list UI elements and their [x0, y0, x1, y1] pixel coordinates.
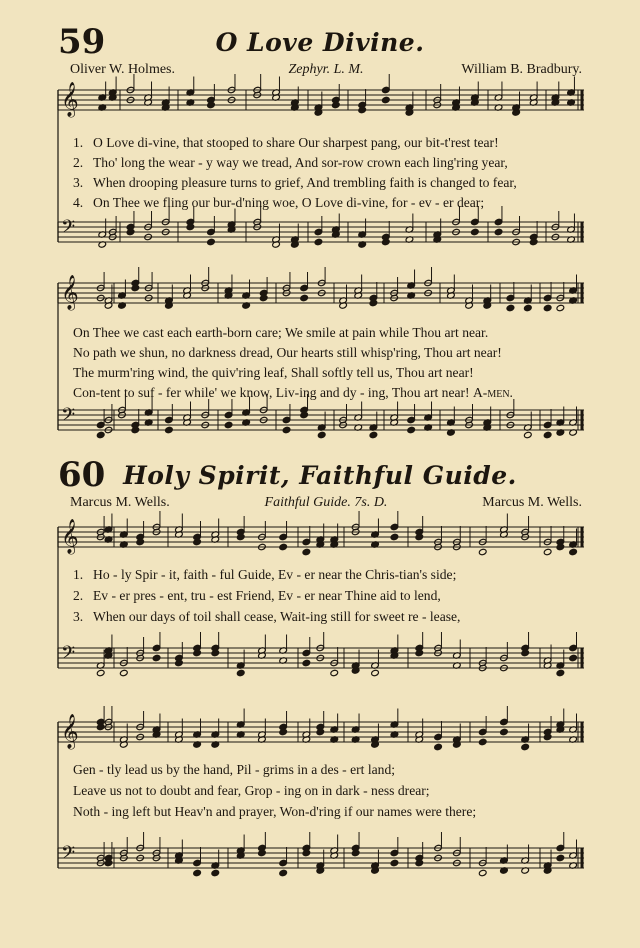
note-head: [302, 659, 311, 666]
note-head: [224, 421, 233, 428]
note-head: [543, 548, 552, 555]
hymn-title: Holy Spirit, Faithful Guide.: [123, 461, 517, 490]
note-head: [478, 869, 487, 876]
tune-meter: Zephyr. L. M.: [288, 62, 364, 77]
note-head: [543, 304, 552, 311]
note-head: [317, 431, 326, 438]
bass-clef: 𝄢: [61, 405, 76, 430]
lyric-line: Leave us not to doubt and fear, Grop - ing on in dark - ness drear;: [73, 783, 430, 798]
bass-clef: 𝄢: [61, 843, 76, 868]
note-head: [330, 669, 339, 676]
note-head: [478, 548, 487, 555]
note-head: [478, 738, 487, 745]
note-head: [302, 548, 311, 555]
note-head: [556, 669, 565, 676]
note-head: [371, 669, 380, 676]
treble-clef: 𝄞: [61, 714, 79, 749]
lyric-line: 1. O Love di-vine, that stooped to share Our sharpest pang, our bit-t'rest tear!: [73, 135, 499, 150]
note-head: [120, 669, 129, 676]
note-head: [279, 869, 288, 876]
note-head: [236, 669, 245, 676]
composer: Marcus M. Wells.: [482, 495, 582, 510]
note-head: [282, 426, 291, 433]
note-head: [494, 228, 503, 235]
lyric-line: Noth - ing left but Heav'n and prayer, Won-d'ring if our names were there;: [73, 804, 477, 819]
treble-clef: 𝄞: [61, 519, 79, 554]
note-head: [500, 728, 509, 735]
note-head: [207, 238, 216, 245]
note-head: [569, 548, 578, 555]
hymn-60-credits: [70, 495, 582, 515]
note-head: [279, 543, 288, 550]
lyric-line: 2. Ev - er pres - ent, tru - est Friend, Ev - er near Thine aid to lend,: [73, 588, 441, 603]
hymn-number: 59: [58, 22, 106, 62]
treble-clef: 𝄞: [61, 82, 79, 117]
note-head: [524, 304, 533, 311]
note-head: [314, 238, 323, 245]
lyric-line: 1. Ho - ly Spir - it, faith - ful Guide, Ev - er near the Chris-tian's side;: [73, 567, 457, 582]
note-head: [152, 654, 161, 661]
hymn-number: 60: [58, 455, 106, 495]
note-head: [369, 431, 378, 438]
note-head: [390, 859, 399, 866]
lyric-line: Gen - tly lead us by the hand, Pil - grims in a des - ert land;: [73, 762, 396, 777]
composer: William B. Bradbury.: [461, 62, 582, 77]
author: Oliver W. Holmes.: [70, 62, 175, 77]
author: Marcus M. Wells.: [70, 495, 170, 510]
note-head: [96, 669, 105, 676]
note-head: [543, 431, 552, 438]
treble-clef: 𝄞: [61, 275, 79, 310]
note-head: [407, 426, 416, 433]
note-head: [521, 743, 530, 750]
lyric-line: Con-tent to suf - fer while' we know, Liv-ing and dy - ing, Thou art near! A-men.: [73, 385, 513, 400]
note-head: [569, 654, 578, 661]
hymn-title: O Love Divine.: [215, 28, 425, 57]
lyric-line: No path we shun, no darkness dread, Our hearts still whisp'ring, Thou art near!: [73, 345, 502, 360]
note-head: [524, 431, 533, 438]
lyric-line: On Thee we cast each earth-born care; We smile at pain while Thou art near.: [73, 325, 489, 340]
bass-clef: 𝄢: [61, 643, 76, 668]
note-head: [165, 426, 174, 433]
note-head: [96, 431, 105, 438]
note-head: [434, 743, 443, 750]
bass-clef: 𝄢: [61, 217, 76, 242]
tune-meter: Faithful Guide. 7s. D.: [264, 495, 388, 510]
note-head: [390, 533, 399, 540]
note-head: [193, 869, 202, 876]
lyric-line: The murm'ring wind, the quiv'ring leaf, Shall softly tell us, Thou art near!: [73, 365, 474, 380]
note-head: [556, 854, 565, 861]
lyric-line: 4. On Thee we fling our bur-d'ning woe, O Love di-vine, for - ev - er dear;: [73, 195, 485, 210]
amen: A-men.: [472, 385, 513, 400]
lyric-line: 3. When drooping pleasure turns to grief, And trembling faith is changed to fear,: [73, 175, 517, 190]
note-head: [300, 294, 309, 301]
note-head: [211, 869, 220, 876]
note-head: [382, 96, 391, 103]
lyric-line: 2. Tho' long the wear - y way we tread, And sor-row crown each ling'ring year,: [73, 155, 508, 170]
note-head: [471, 228, 480, 235]
lyric-line: 3. When our days of toil shall cease, Wait-ing still for sweet re - lease,: [73, 609, 461, 624]
note-head: [506, 304, 515, 311]
note-head: [556, 304, 565, 311]
